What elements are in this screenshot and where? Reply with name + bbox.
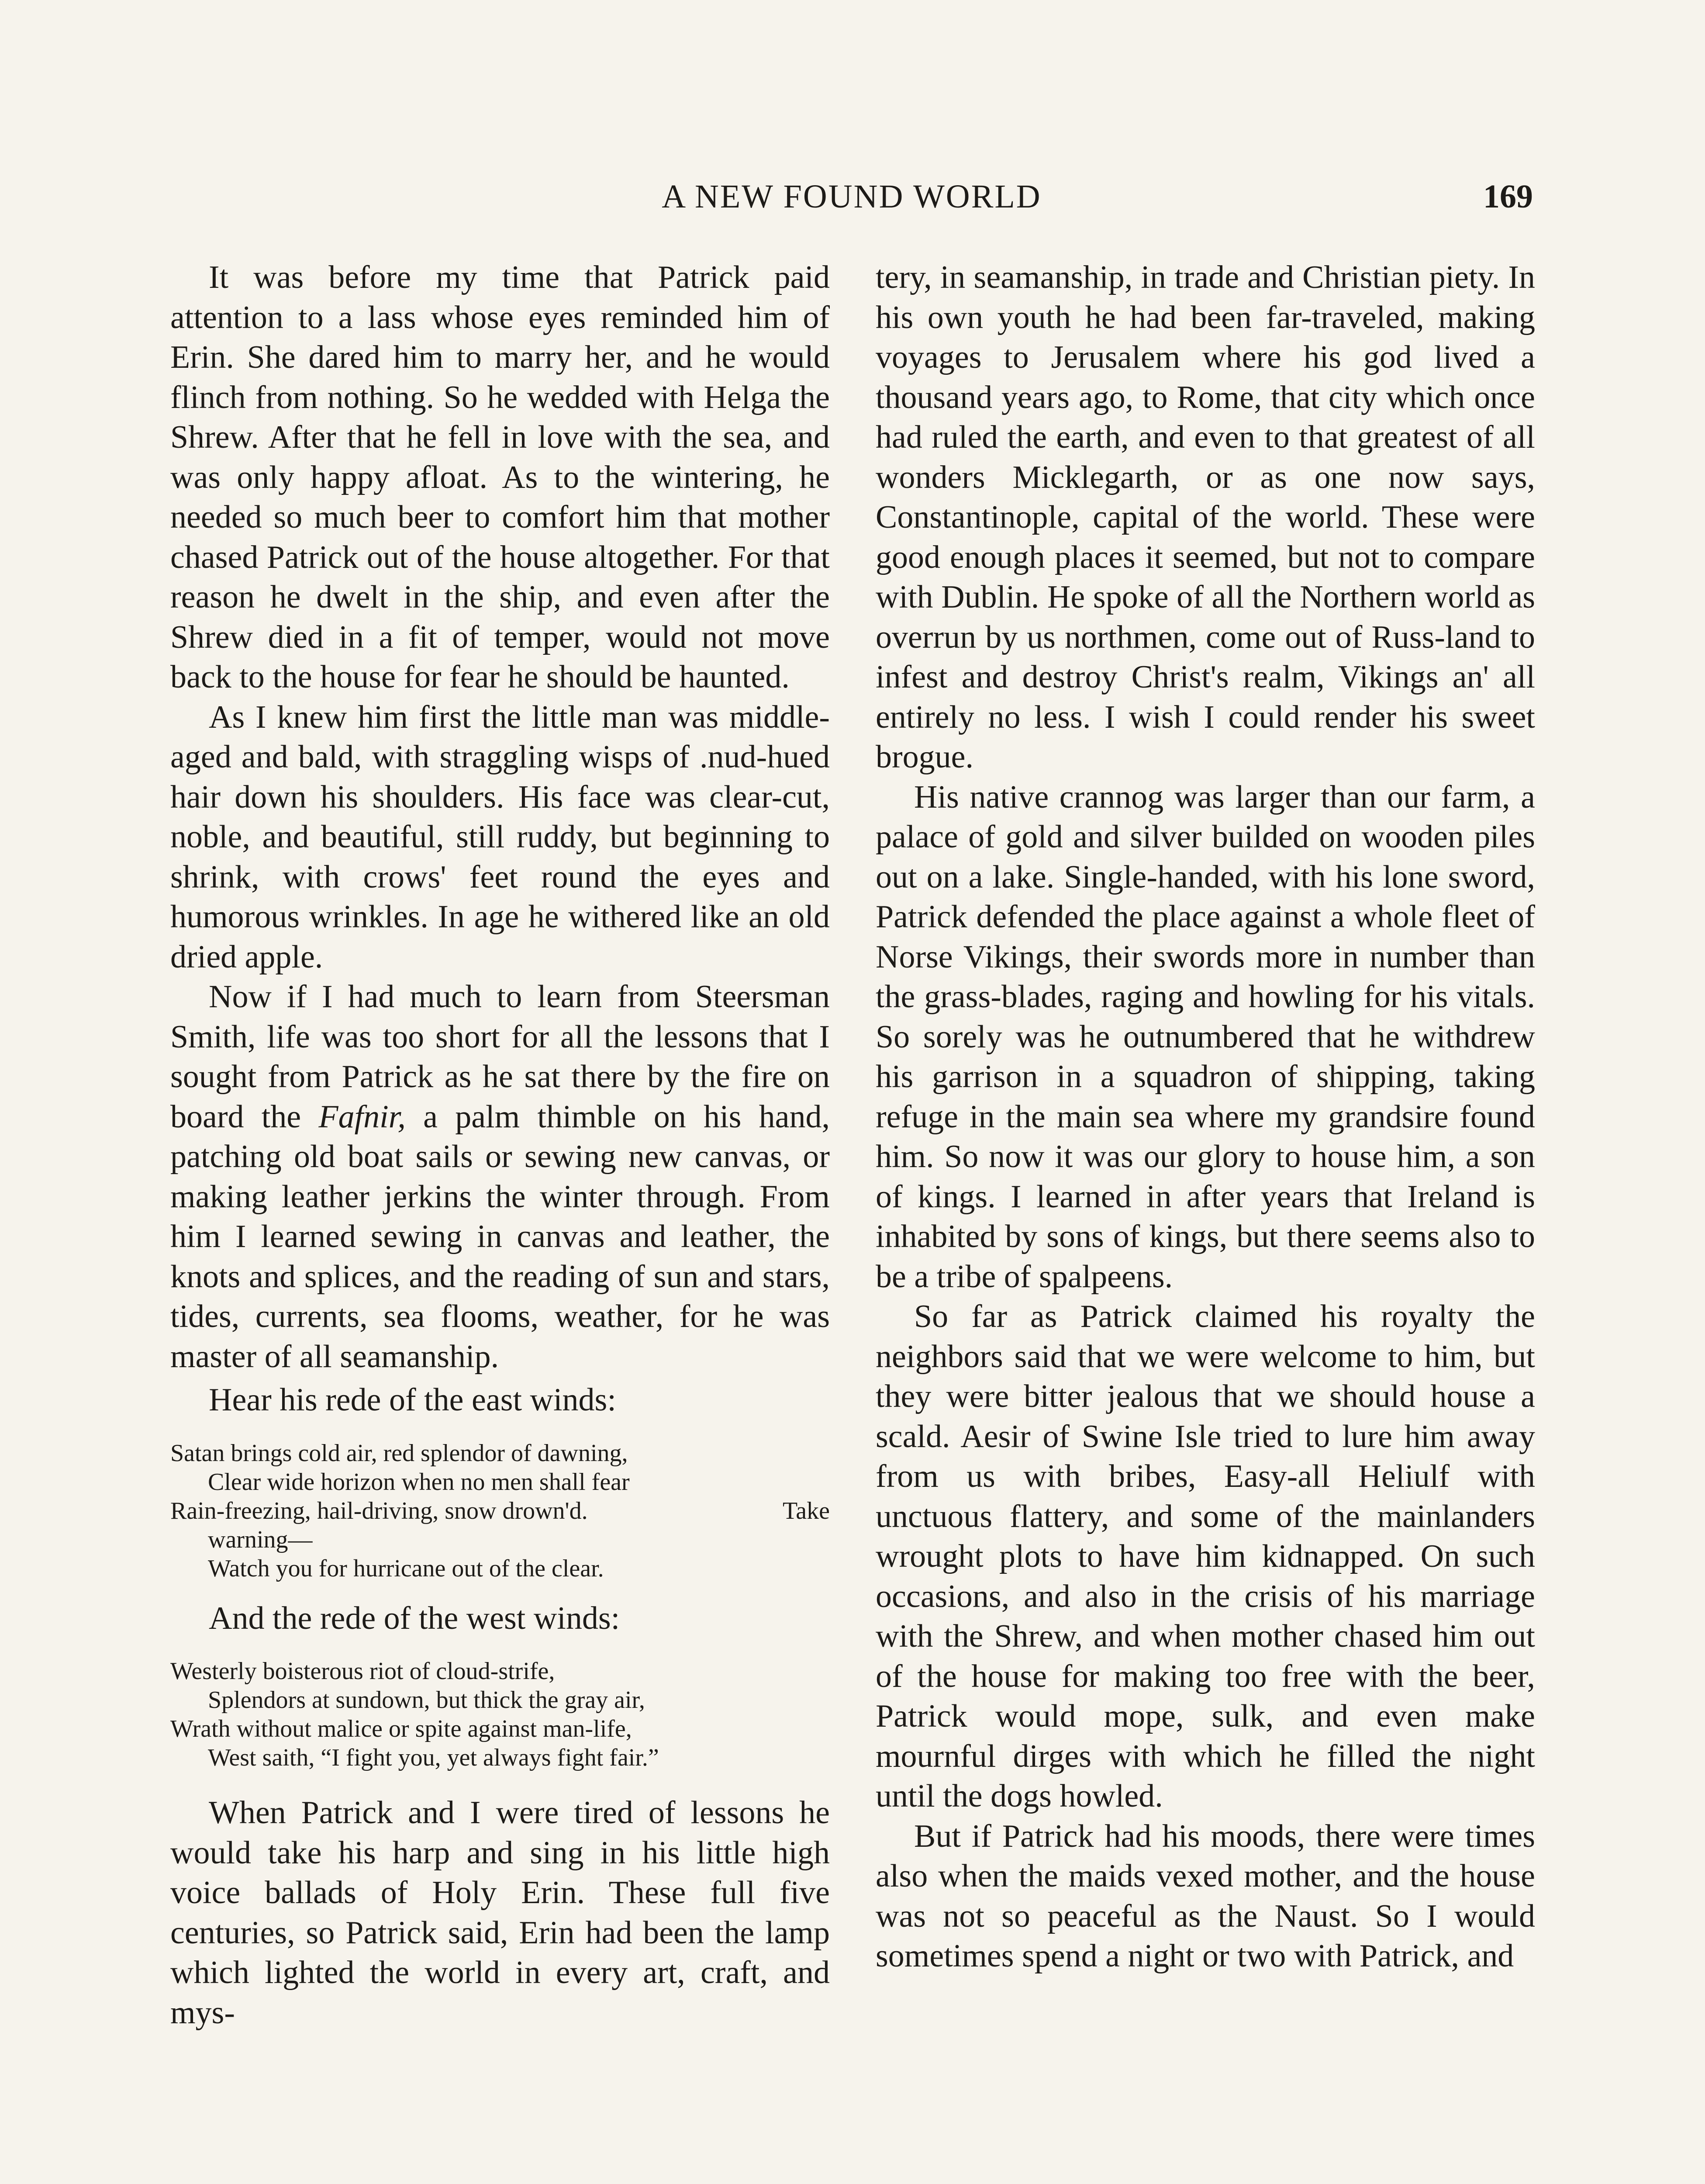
poem-line: Splendors at sundown, but thick the gray air,	[208, 1686, 645, 1714]
paragraph: tery, in seamanship, in trade and Christian piety. In his own youth he had been far-traveled, making voyages to Jerusalem where his god lived a thousand years ago, to Rome, that city which once had ruled the earth, and even to that greatest of all wonders Micklegarth, or as one now says, Constantinople, capital of the world. These were good enough places it seemed, but not to compare with Dublin. He spoke of all the Northern world as overrun by us northmen, come out of Russ-land to infest and destroy Christ's realm, Vikings an' all entirely no less. I wish I could render his sweet brogue.	[876, 259, 1535, 775]
ship-name: Fafnir,	[318, 1099, 406, 1135]
page-title: A NEW FOUND WORLD	[662, 178, 1042, 215]
paragraph: It was before my time that Patrick paid attention to a lass whose eyes reminded him of Erin. She dared him to marry her, and he would flinch from nothing. So he wedded with Helga the Shrew. After that he fell in love with the sea, and was only happy afloat. As to the wintering, he needed so much beer to comfort him that mother chased Patrick out of the house altogether. For that reason he dwelt in the ship, and even after the Shrew died in a fit of temper, would not move back to the house for fear he should be haunted.	[170, 259, 830, 695]
paragraph: So far as Patrick claimed his royalty the neighbors said that we were welcome to him, but they were bitter jealous that we should house a scald. Aesir of Swine Isle tried to lure him away from us with bribes, Easy-all Heliulf with unctuous flattery, and some of the mainlanders wrought plots to have him kidnapped. On such occasions, and also in the crisis of his marriage with the Shrew, and when mother chased him out of the house for making too free with the beer, Patrick would mope, sulk, and even make mournful dirges with which he filled the night until the dogs howled.	[876, 1299, 1535, 1814]
poem-line: Watch you for hurricane out of the clear.	[208, 1555, 604, 1582]
poem-east-winds	[170, 1439, 830, 1583]
paragraph: When Patrick and I were tired of lessons he would take his harp and sing in his little high voice ballads of Holy Erin. These full five centuries, so Patrick said, Erin had been the lamp which lighted the world in every art, craft, and mys-	[170, 1795, 830, 2031]
paragraph: As I knew him first the little man was middle-aged and bald, with straggling wisps of .nud-hued hair down his shoulders. His face was clear-cut, noble, and beautiful, still ruddy, but beginning to shrink, with crows' feet round the eyes and humorous wrinkles. In age he withered like an old dried apple.	[170, 699, 830, 975]
paragraph: Hear his rede of the east winds:	[209, 1382, 616, 1418]
page-number: 169	[1483, 178, 1533, 215]
paragraph: And the rede of the west winds:	[209, 1600, 620, 1636]
paragraph	[170, 977, 830, 1377]
poem-line: Westerly boisterous riot of cloud-strife,	[170, 1658, 555, 1685]
poem-line: Wrath without malice or spite against man-life,	[170, 1715, 632, 1742]
poem-line: warning—	[208, 1526, 313, 1553]
left-column	[170, 258, 830, 2184]
poem-line: West saith, “I fight you, yet always fight fair.”	[208, 1744, 659, 1771]
poem-line: Clear wide horizon when no men shall fear	[208, 1468, 630, 1496]
running-head	[170, 173, 1533, 221]
paragraph-text: Now if I had much to learn from Steersman Smith, life was too short for all the lessons that I sought from Patrick as he sat there by the fire on board the	[170, 979, 830, 1135]
right-column	[876, 258, 1535, 2184]
paragraph: But if Patrick had his moods, there were times also when the maids vexed mother, and the house was not so peaceful as the Naust. So I would sometimes spend a night or two with Patrick, and	[876, 1818, 1535, 1974]
poem-line: Satan brings cold air, red splendor of dawning,	[170, 1439, 628, 1467]
poem-line-text: Take	[782, 1497, 830, 1524]
poem-west-winds	[170, 1657, 830, 1772]
poem-line	[170, 1496, 830, 1525]
paragraph: His native crannog was larger than our farm, a palace of gold and silver builded on wooden piles out on a lake. Single-handed, with his lone sword, Patrick defended the place against a whole fleet of Norse Vikings, their swords more in number than the grass-blades, raging and howling for his vitals. So sorely was he outnumbered that he withdrew his garrison in a squadron of shipping, taking refuge in the main sea where my grandsire found him. So now it was our glory to house him, a son of kings. I learned in after years that Ireland is inhabited by sons of kings, but there seems also to be a tribe of spalpeens.	[876, 779, 1535, 1295]
poem-line-text: Rain-freezing, hail-driving, snow drown'd.	[170, 1497, 588, 1524]
paragraph-text: a palm thimble on his hand, patching old boat sails or sewing new canvas, or making leather jerkins the winter through. From him I learned sewing in canvas and leather, the knots and splices, and the reading of sun and stars, tides, currents, sea flooms, weather, for he was master of all seamanship.	[170, 1099, 830, 1375]
